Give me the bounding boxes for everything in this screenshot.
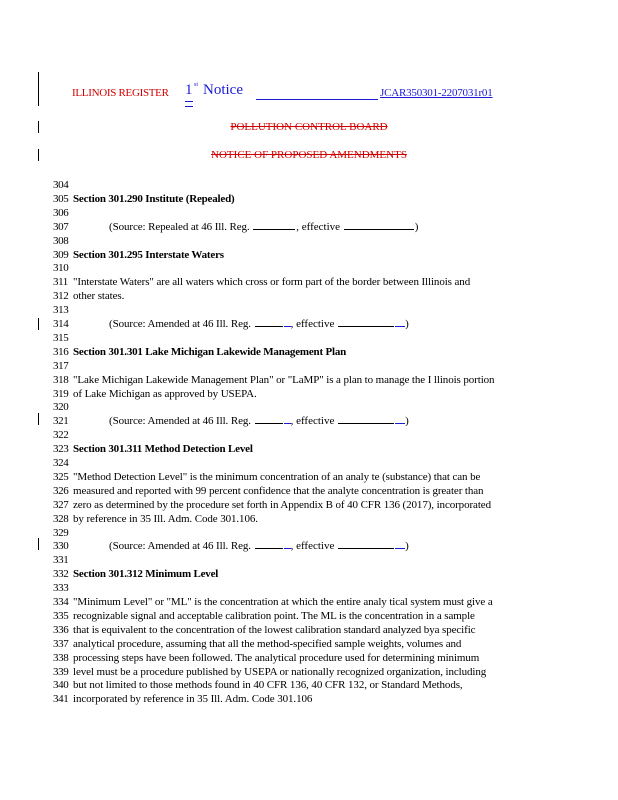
document-line xyxy=(53,581,73,595)
line-text: zero as determined by the procedure set forth in Appendix B of 40 CFR 136 (2017), incorporated xyxy=(73,498,491,511)
line-text: other states. xyxy=(73,290,125,303)
inserted-blank xyxy=(284,317,291,327)
document-line xyxy=(53,637,461,651)
document-line xyxy=(53,248,224,262)
line-text: incorporated by reference in 35 Ill. Adm. Code 301.106 xyxy=(73,693,313,706)
line-text: "Minimum Level" or "ML" is the concentration at which the entire analy tical system must give a xyxy=(73,596,493,608)
line-number: 306 xyxy=(53,206,69,219)
line-number: 335 xyxy=(53,609,69,622)
line-number: 339 xyxy=(53,665,69,678)
register-title: ILLINOIS REGISTER xyxy=(72,87,169,99)
document-line xyxy=(53,526,73,540)
line-number: 313 xyxy=(53,304,69,317)
source-effective-label: , effective xyxy=(290,415,338,428)
line-number: 305 xyxy=(53,192,69,205)
document-line xyxy=(53,317,409,331)
document-line xyxy=(53,428,73,442)
line-text: measured and reported with 99 percent confidence that the analyte concentration is greater than xyxy=(73,484,484,497)
line-number: 307 xyxy=(53,220,69,233)
source-close-paren: ) xyxy=(405,540,409,553)
inserted-blank xyxy=(395,539,405,549)
line-number: 311 xyxy=(53,276,68,289)
document-line xyxy=(53,275,470,289)
issue-number: 1 xyxy=(185,82,193,98)
document-line xyxy=(53,400,73,414)
line-number: 330 xyxy=(53,540,69,553)
source-note: (Source: Amended at 46 Ill. Reg. xyxy=(109,318,254,330)
line-number: 332 xyxy=(53,568,69,581)
document-line xyxy=(53,609,475,623)
document-line xyxy=(53,567,218,581)
header-dash xyxy=(185,106,193,107)
line-text: recognizable signal and acceptable calibration point. The ML is the concentration in a sample xyxy=(73,609,475,622)
document-line xyxy=(53,470,480,484)
document-line xyxy=(53,345,346,359)
inserted-blank xyxy=(395,414,405,424)
source-close-paren: ) xyxy=(405,415,409,428)
line-text: by reference in 35 Ill. Adm. Code 301.106. xyxy=(73,512,258,525)
line-number: 322 xyxy=(53,429,69,442)
inserted-blank xyxy=(395,317,405,327)
document-line xyxy=(53,539,409,553)
line-text: "Lake Michigan Lakewide Management Plan" or "LaMP" is a plan to manage the I llinois portion xyxy=(73,373,495,386)
line-text: "Interstate Waters" are all waters which cross or form part of the border between Illinois and xyxy=(73,276,471,289)
source-note: (Source: Repealed at 46 Ill. Reg. xyxy=(109,220,253,233)
document-line xyxy=(53,595,493,609)
change-bar xyxy=(38,318,39,330)
document-line xyxy=(53,623,475,637)
document-line xyxy=(53,289,124,303)
source-note: (Source: Amended at 46 Ill. Reg. xyxy=(109,415,254,428)
line-number: 329 xyxy=(53,526,69,539)
document-line xyxy=(53,178,73,192)
line-number: 336 xyxy=(53,623,69,636)
document-line xyxy=(53,678,463,692)
source-note: (Source: Amended at 46 Ill. Reg. xyxy=(109,540,254,553)
jcar-code: JCAR350301-2207031r01 xyxy=(380,87,493,99)
source-close-paren: ) xyxy=(405,318,409,330)
page-header xyxy=(72,82,532,110)
line-number: 340 xyxy=(53,679,69,692)
document-line xyxy=(53,456,73,470)
line-number: 318 xyxy=(53,373,69,386)
line-number: 341 xyxy=(53,693,69,706)
section-heading: Section 301.295 Interstate Waters xyxy=(73,248,224,261)
section-heading: Section 301.311 Method Detection Level xyxy=(73,443,253,456)
line-number: 314 xyxy=(53,318,69,330)
line-number: 337 xyxy=(53,637,69,650)
line-number: 328 xyxy=(53,512,69,525)
document-line xyxy=(53,373,494,387)
document-line xyxy=(53,512,258,526)
document-line xyxy=(53,359,73,373)
blank-line xyxy=(338,414,394,424)
agency-name: POLLUTION CONTROL BOARD xyxy=(230,121,388,133)
header-underline xyxy=(256,99,378,100)
document-line xyxy=(53,261,73,275)
source-effective-label: , effective xyxy=(290,540,338,553)
source-close-paren: ) xyxy=(414,220,419,233)
line-number: 324 xyxy=(53,457,69,469)
line-text: processing steps have been followed. The analytical procedure used for determining minimum xyxy=(73,651,480,664)
line-number: 331 xyxy=(53,554,69,567)
blank-line xyxy=(338,539,394,549)
line-text: but not limited to those methods found in 40 CFR 136, 40 CFR 132, or Standard Methods, xyxy=(73,679,463,692)
blank-line xyxy=(255,539,283,549)
line-text: that is equivalent to the concentration of the lowest calibration standard analyzed bya specific xyxy=(73,623,476,636)
line-number: 316 xyxy=(53,345,69,358)
change-bar xyxy=(38,72,39,106)
section-heading: Section 301.290 Institute (Repealed) xyxy=(73,192,235,205)
line-number: 319 xyxy=(53,387,69,400)
source-effective-label: , effective xyxy=(296,220,343,233)
document-line xyxy=(53,442,253,456)
blank-line xyxy=(344,220,414,230)
line-number: 315 xyxy=(53,331,69,344)
document-line xyxy=(53,220,418,234)
document-line xyxy=(53,692,312,706)
document-line xyxy=(53,484,483,498)
document-line xyxy=(53,665,486,679)
blank-line xyxy=(253,220,295,230)
line-text: level must be a procedure published by USEPA or nationally recognized organization, including xyxy=(73,665,487,678)
document-line xyxy=(53,234,73,248)
section-heading: Section 301.301 Lake Michigan Lakewide Management Plan xyxy=(73,345,347,358)
document-line xyxy=(53,192,234,206)
line-number: 310 xyxy=(53,262,69,275)
line-number: 325 xyxy=(53,470,69,483)
line-number: 323 xyxy=(53,443,69,456)
line-text: of Lake Michigan as approved by USEPA. xyxy=(73,387,257,400)
line-number: 327 xyxy=(53,498,69,511)
line-number: 333 xyxy=(53,582,69,595)
blank-line xyxy=(338,317,394,327)
issue-number-suffix: st xyxy=(194,82,199,88)
source-effective-label: , effective xyxy=(290,318,338,330)
line-number: 334 xyxy=(53,596,69,608)
change-bar xyxy=(38,413,39,425)
change-bar xyxy=(38,538,39,550)
line-number: 326 xyxy=(53,484,69,497)
line-number: 321 xyxy=(53,415,69,428)
line-number: 317 xyxy=(53,359,69,372)
document-line xyxy=(53,331,73,345)
line-number: 338 xyxy=(53,651,69,664)
document-line xyxy=(53,414,409,428)
document-line xyxy=(53,303,73,317)
line-number: 309 xyxy=(53,248,69,261)
header-dash xyxy=(185,101,193,102)
inserted-blank xyxy=(284,539,291,549)
line-text: analytical procedure, assuming that all the method-specified sample weights, volumes and xyxy=(73,637,462,650)
document-line xyxy=(53,498,491,512)
document-line xyxy=(53,206,73,220)
line-number: 308 xyxy=(53,234,69,247)
notice-label: Notice xyxy=(203,82,243,98)
notice-title: NOTICE OF PROPOSED AMENDMENTS xyxy=(211,149,407,161)
line-number: 304 xyxy=(53,179,69,191)
line-number: 320 xyxy=(53,401,69,414)
line-number: 312 xyxy=(53,290,69,303)
blank-line xyxy=(255,414,283,424)
document-line xyxy=(53,651,479,665)
document-line xyxy=(53,553,73,567)
section-heading: Section 301.312 Minimum Level xyxy=(73,568,219,581)
blank-line xyxy=(255,317,283,327)
document-line xyxy=(53,387,257,401)
inserted-blank xyxy=(284,414,291,424)
line-text: "Method Detection Level" is the minimum concentration of an analy te (substance) that can be xyxy=(73,470,481,483)
